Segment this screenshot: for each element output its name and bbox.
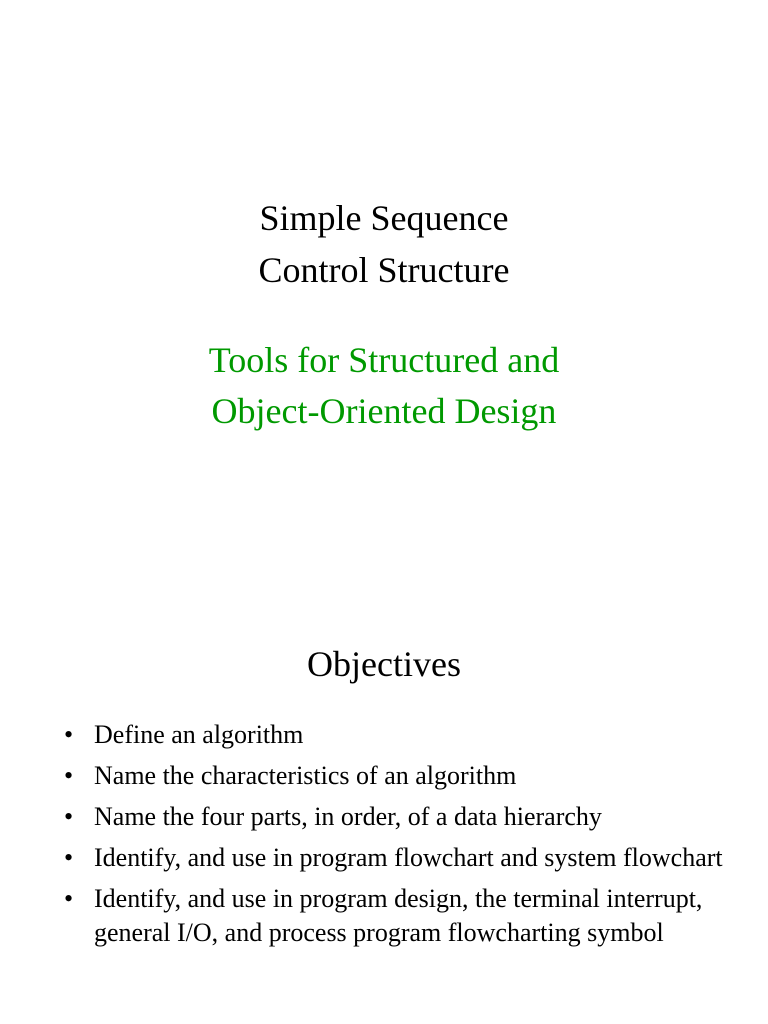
objectives-title: Objectives [307, 644, 461, 684]
list-item [0, 882, 768, 950]
list-item [0, 841, 768, 875]
objectives-slide [0, 600, 768, 1024]
bullet-icon: • [64, 802, 74, 831]
slide-subtitle-line-1: Tools for Structured and [208, 340, 560, 380]
objectives-list [0, 718, 768, 957]
bullet-icon: • [64, 720, 74, 749]
list-item [0, 718, 768, 752]
list-item-text: Identify, and use in program flowchart and system flowchart [94, 843, 723, 872]
list-item [0, 759, 768, 793]
slide-subtitle-line-2: Object-Oriented Design [211, 391, 557, 431]
list-item-text: Name the four parts, in order, of a data hierarchy [94, 802, 602, 831]
list-item-text: Identify, and use in program design, the terminal interrupt, general I/O, and process program flowcharting symbol [94, 884, 703, 947]
bullet-icon: • [64, 884, 74, 913]
slide-title-line-1: Simple Sequence [259, 198, 509, 238]
list-item-text: Define an algorithm [94, 720, 304, 749]
list-item [0, 800, 768, 834]
list-item-text: Name the characteristics of an algorithm [94, 761, 517, 790]
bullet-icon: • [64, 761, 74, 790]
slide-title-line-2: Control Structure [258, 250, 510, 290]
bullet-icon: • [64, 843, 74, 872]
